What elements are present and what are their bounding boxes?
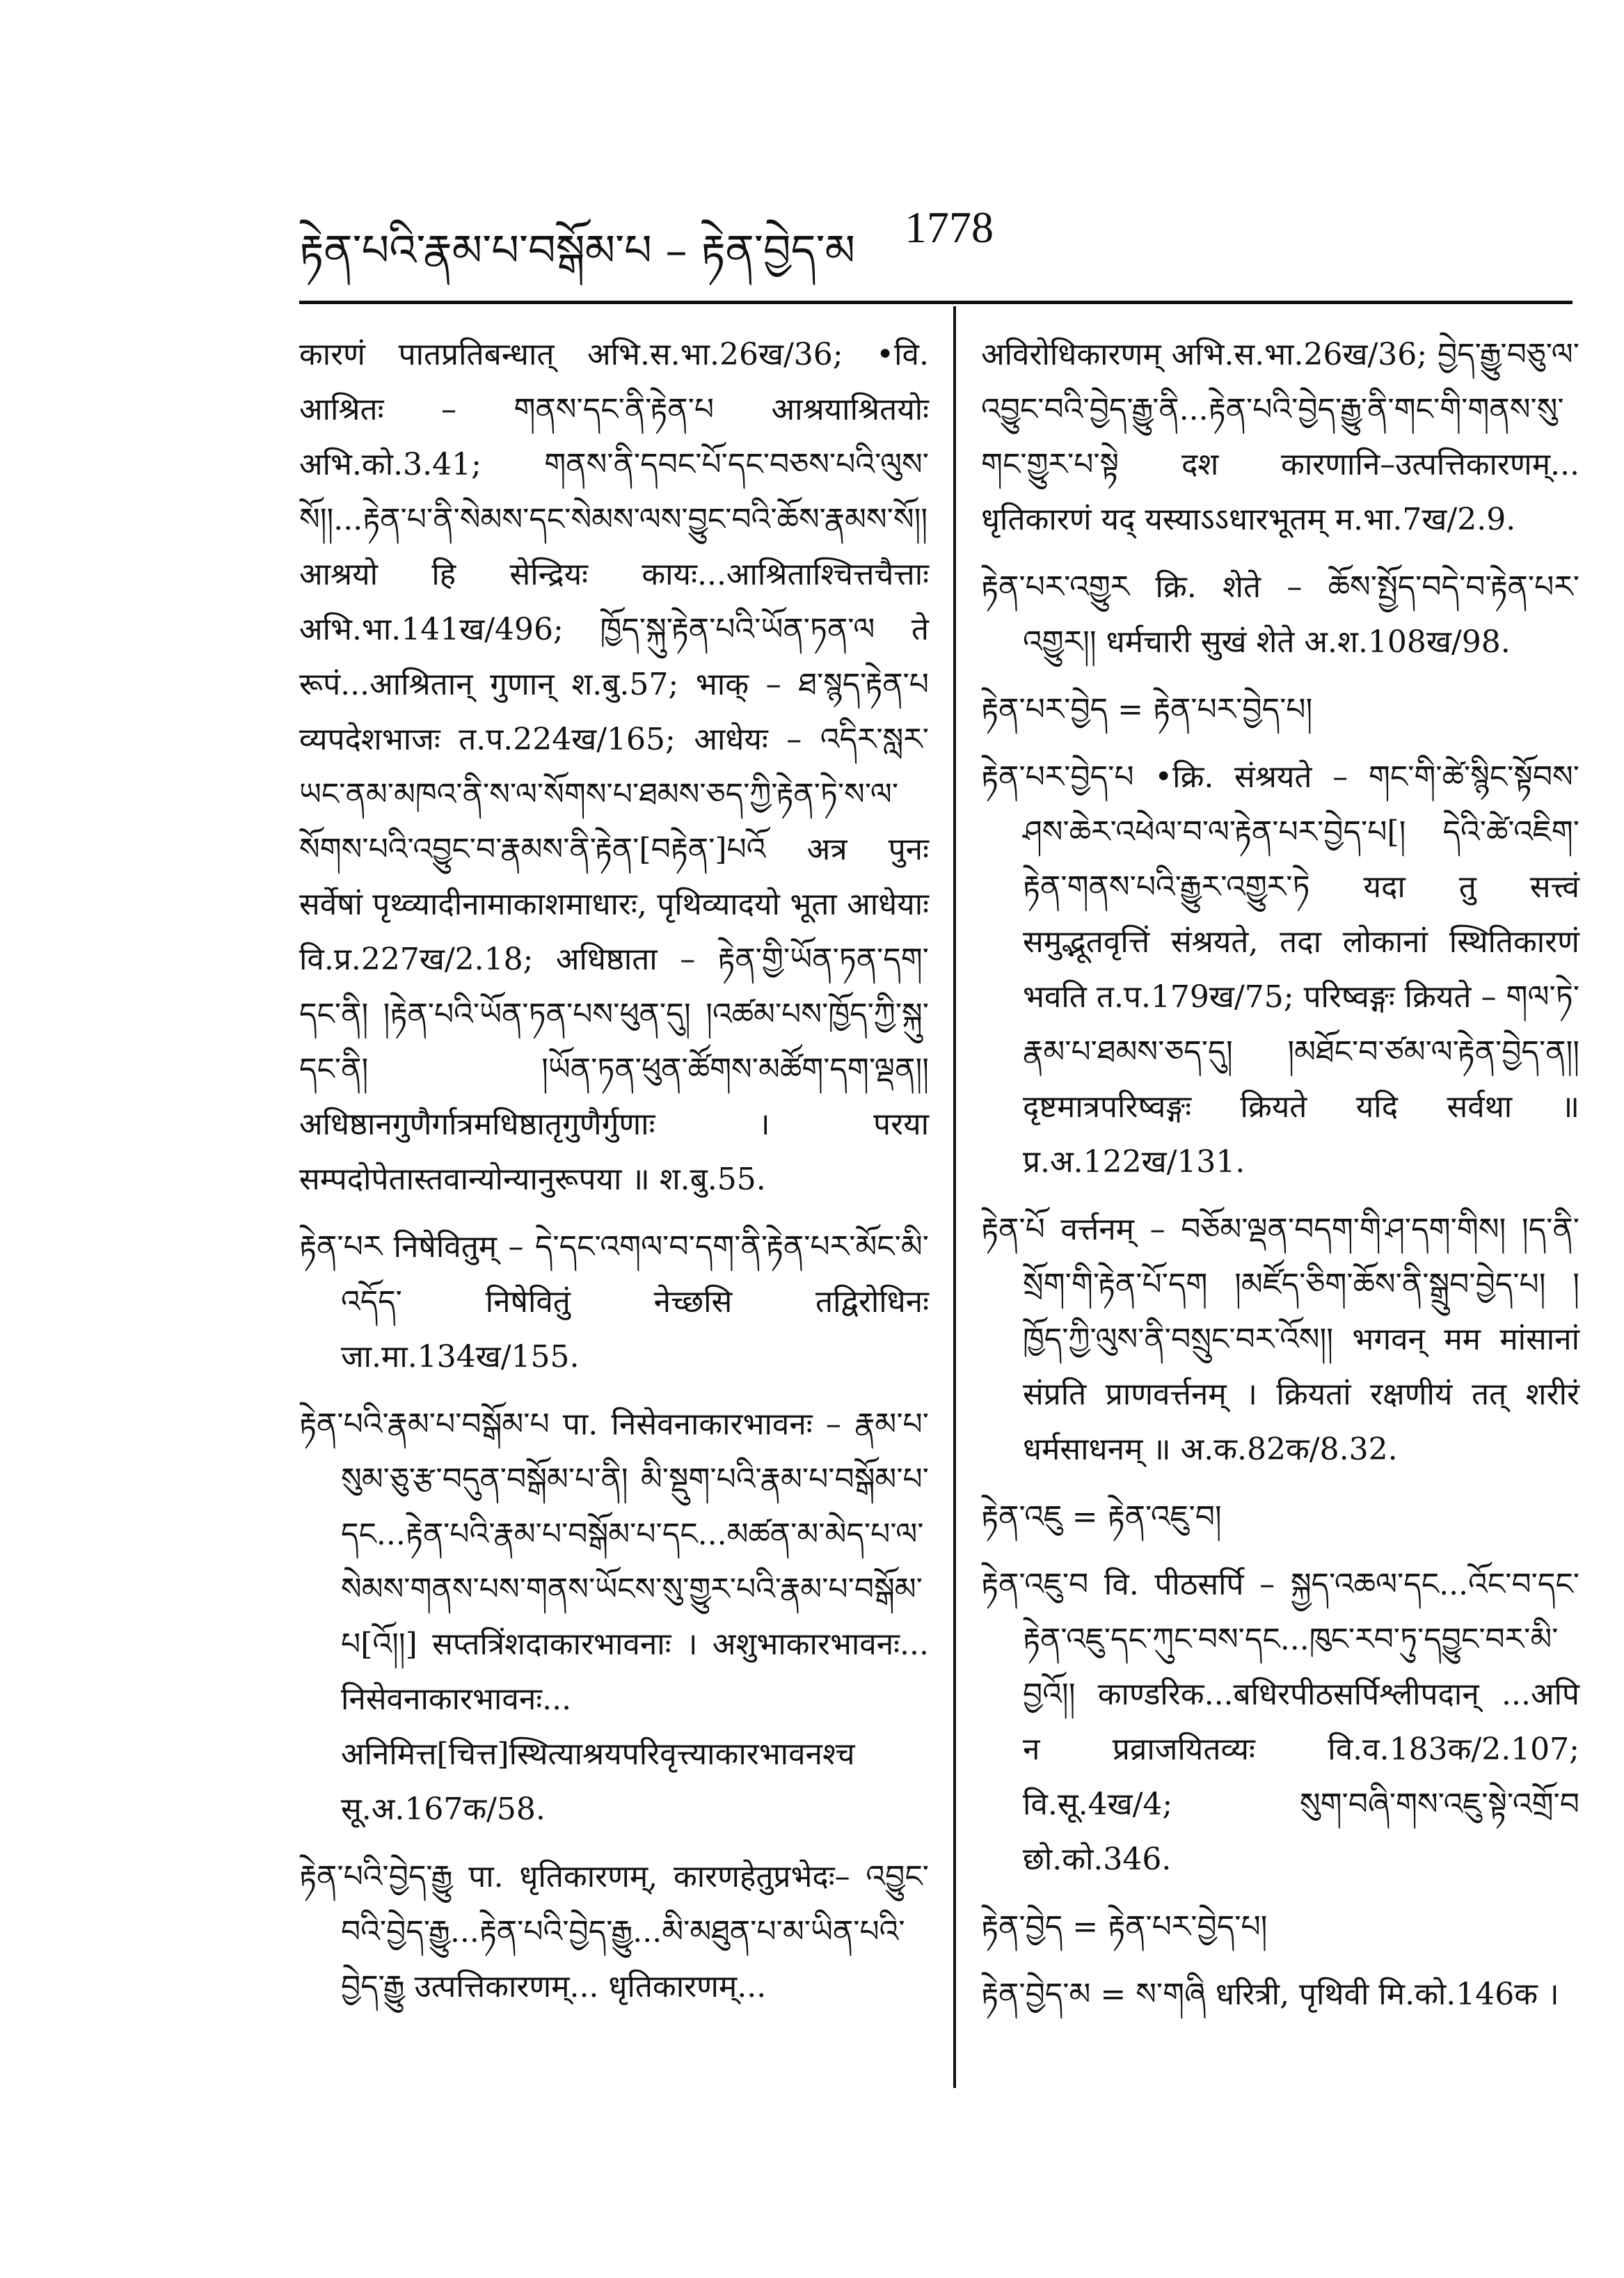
header-rule [299, 301, 1573, 304]
dictionary-entry: རྟེན་པར་འགྱུར क्रि. शेते – ཆོས་སྤྱོད་བདེ་བ་རྟེན་པར་འགྱུར།། धर्मचारी सुखं शेते अ.श.108ख/98. [981, 569, 1579, 660]
left-column [299, 327, 929, 2027]
dictionary-entry: རྟེན་འཇུ་བ वि. पीठसर्पि – སྐྱད་འཆལ་དང...འོང་བ་དང་རྟེན་འཇུ་དང་ཀུང་བས་དང...ཁུང་རབ་ཏུ་དབྱུང་བར་མི་བྱའོ།། काण्डरिक...बधिरपीठसर्पिश्लीपदान् ...अपि न प्रव्राजयितव्यः वि.व.183क/2.107; वि.सू.4ख/4; སུག་བཞི་གས་འཇུ་སྟེ་འགྲོ་བ छो.को.346. [981, 1567, 1579, 1877]
dictionary-entry: རྟེན་པའི་རྣམ་པ་བསྒོམ་པ पा. निसेवनाकारभावनः – རྣམ་པ་སུམ་ཅུ་རྩ་བདུན་བསྒོམ་པ་ནི། མི་སྡུག་པའི་རྣམ་པ་བསྒོམ་པ་དང...རྟེན་པའི་རྣམ་པ་བསྒོམ་པ་དང...མཚན་མ་མེད་པ་ལ་སེམས་གནས་པས་གནས་ཡོངས་སུ་གྱུར་པའི་རྣམ་པ་བསྒོམ་པ[འོ།།] सप्तत्रिंशदाकारभावनाः । अशुभाकारभावनः... निसेवनाकारभावनः... अनिमित्त[चित्त]स्थित्याश्रयपरिवृत्त्याकारभावनश्च सू.अ.167क/58. [299, 1407, 929, 1827]
page-number: 1778 [905, 203, 994, 252]
dictionary-entry: རྟེན་པོ वर्त्तनम् – བཅོམ་ལྡན་བདག་གི་ཤ་དག་གིས། །ད་ནི་སྲོག་གི་རྟེན་པོ་དག །མཛོད་ཅིག་ཆོས་ནི་སྒྲུབ་བྱེད་པ། །ཁྱོད་ཀྱི་ལུས་ནི་བསྲུང་བར་འོས།། भगवन् मम मांसानां संप्रति प्राणवर्त्तनम् । क्रियतां रक्षणीयं तत् शरीरं धर्मसाधनम् ॥ अ.क.82क/8.32. [981, 1212, 1579, 1467]
dictionary-entry: རྟེན་བྱེད་མ = ས་གཞི धरित्री, पृथिवी मि.को.146क । [981, 1977, 1559, 2012]
running-header-title: རྟེན་པའི་རྣམ་པ་བསྒོམ་པ – རྟེན་བྱེད་མ [299, 225, 856, 276]
dictionary-entry: རྟེན་འཇུ = རྟེན་འཇུ་བ། [981, 1499, 1222, 1535]
dictionary-entry: རྟེན་པའི་བྱེད་རྒྱུ पा. धृतिकारणम्, कारणहेतुप्रभेदः– འབྱུང་བའི་བྱེད་རྒྱུ...རྟེན་པའི་བྱེད་རྒྱུ...མི་མཐུན་པ་མ་ཡིན་པའི་བྱེད་རྒྱུ उत्पत्तिकारणम्... धृतिकारणम्... [299, 1859, 929, 2004]
entry-continuation: कारणं पातप्रतिबन्धात् अभि.स.भा.26ख/36; •वि. आश्रितः – གནས་དང་ནི་རྟེན་པ आश्रयाश्रितयोः अभि.को.3.41; གནས་ནི་དབང་པོ་དང་བཅས་པའི་ལུས་སོ།།...རྟེན་པ་ནི་སེམས་དང་སེམས་ལས་བྱུང་བའི་ཆོས་རྣམས་སོ།། आश्रयो हि सेन्द्रियः कायः...आश्रिताश्चित्तचैत्ताः अभि.भा.141ख/496; ཁྱོད་སྐུ་རྟེན་པའི་ཡོན་ཏན་ལ ते रूपं...आश्रितान् गुणान् श.बु.57; भाक् – ཐ་སྙད་རྟེན་པ व्यपदेशभाजः त.प.224ख/165; आधेयः – འདིར་སླར་ཡང་ནམ་མཁའ་ནི་ས་ལ་སོགས་པ་ཐམས་ཅད་ཀྱི་རྟེན་ཏེ་ས་ལ་སོགས་པའི་འབྱུང་བ་རྣམས་ནི་རྟེན་[བརྟེན་]པའོ अत्र पुनः सर्वेषां पृथ्व्यादीनामाकाशमाधारः, पृथिव्यादयो भूता आधेयाः वि.प्र.227ख/2.18; अधिष्ठाता – རྟེན་གྱི་ཡོན་ཏན་དག་དང་ནི། །རྟེན་པའི་ཡོན་ཏན་པས་ཕུན་དུ། །འཚམ་པས་ཁྱོད་ཀྱི་སྐུ་དང་ནི། །ཡོན་ཏན་ཕུན་ཚོགས་མཚོག་དག་ལྡན།། अधिष्ठानगुणैर्गात्रमधिष्ठातृगुणैर्गुणाः । परया सम्पदोपेतास्तवान्योन्यानुरूपया ॥ श.बु.55. [299, 337, 929, 1197]
dictionary-entry: རྟེན་བྱེད = རྟེན་པར་བྱེད་པ། [981, 1909, 1268, 1945]
dictionary-entry: རྟེན་པར निषेवितुम् – དེ་དང་འགལ་བ་དག་ནི་རྟེན་པར་མོང་མི་འདོད་ निषेवितुं नेच्छसि तद्विरोधिनः जा.मा.134ख/155. [299, 1229, 929, 1375]
column-divider [953, 306, 956, 2088]
dictionary-entry: རྟེན་པར་བྱེད་པ •क्रि. संश्रयते – གང་གི་ཚེ་སྙིང་སྟོབས་ཤས་ཆེར་འཕེལ་བ་ལ་རྟེན་པར་བྱེད་པ[། དེའི་ཚེ་འཇིག་རྟེན་གནས་པའི་རྒྱུར་འགྱུར་ཏེ यदा तु सत्त्वं समुद्भूतवृत्तिं संश्रयते, तदा लोकानां स्थितिकारणं भवति त.प.179ख/75; परिष्वङ्गः क्रियते – གལ་ཏེ་རྣམ་པ་ཐམས་ཅད་དུ། །མཐོང་བ་ཙམ་ལ་རྟེན་བྱེད་ན།། दृष्टमात्रपरिष्वङ्गः क्रियते यदि सर्वथा ॥ प्र.अ.122ख/131. [981, 759, 1579, 1180]
dictionary-entry: རྟེན་པར་བྱེད = རྟེན་པར་བྱེད་པ། [981, 692, 1313, 727]
entry-continuation: अविरोधिकारणम् अभि.स.भा.26ख/36; བྱེད་རྒྱུ་བཅུ་ལ་འབྱུང་བའི་བྱེད་རྒྱུ་ནི...རྟེན་པའི་བྱེད་རྒྱུ་ནི་གང་གི་གནས་སུ་གང་གྱུར་པ་སྟེ दश कारणानि–उत्पत्तिकारणम्... धृतिकारणं यद् यस्याऽऽधारभूतम् म.भा.7ख/2.9. [981, 337, 1579, 537]
right-column [981, 327, 1579, 2034]
